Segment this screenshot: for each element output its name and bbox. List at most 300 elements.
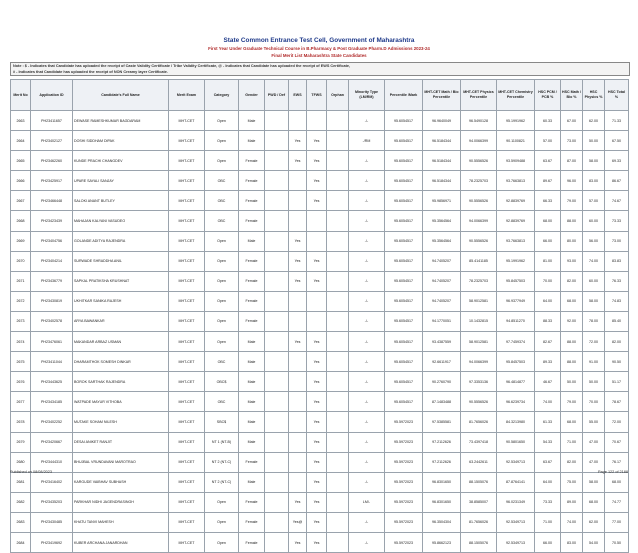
table-cell [265, 452, 289, 472]
table-cell [289, 412, 307, 432]
table-cell: 2677 [11, 392, 31, 412]
table-cell: 90.5556526 [461, 151, 497, 171]
column-header: Merit No [11, 80, 31, 111]
table-cell: Female [239, 512, 265, 532]
table-cell: 50.00 [583, 372, 605, 392]
table-cell: 2684 [11, 532, 31, 552]
table-cell: 72.00 [583, 332, 605, 352]
table-cell: PH23416402 [31, 472, 73, 492]
table-cell: SURWADE SHRADDHA ANIL [73, 251, 169, 271]
list-name: Final Merit List Maharashtra State Candidates [271, 53, 367, 58]
table-cell [327, 111, 349, 131]
table-cell: 94.0066399 [461, 352, 497, 372]
column-header: HSC Math / Bio % [561, 80, 583, 111]
table-cell: MHT-CET [169, 231, 205, 251]
table-cell: Open [205, 231, 239, 251]
table-cell: 93.4387559 [423, 332, 461, 352]
table-cell: 77.00 [605, 512, 629, 532]
column-header: PWD / Def [265, 80, 289, 111]
table-cell: Female [239, 452, 265, 472]
table-cell: 50.00 [583, 131, 605, 151]
table-cell: 90.5556526 [461, 231, 497, 251]
table-cell [327, 512, 349, 532]
table-cell: PH23430819 [31, 291, 73, 311]
table-cell: Yes@ [289, 512, 307, 532]
table-cell: 66.33 [535, 191, 561, 211]
column-header: Orphan [327, 80, 349, 111]
column-header: MHT-CET Chemistry Percentile [497, 80, 535, 111]
column-header: HSC Total % [605, 80, 629, 111]
table-cell: 74.00 [561, 512, 583, 532]
table-cell [265, 271, 289, 291]
table-cell [265, 472, 289, 492]
table-cell: Male [239, 332, 265, 352]
table-cell: Yes [289, 532, 307, 552]
table-cell: 73.00 [605, 231, 629, 251]
table-cell: PH23411044 [31, 352, 73, 372]
column-header: Percentile /Mark [385, 80, 423, 111]
table-row [11, 512, 629, 532]
table-cell: 63.67 [535, 452, 561, 472]
table-cell: 95.3564564 [423, 211, 461, 231]
table-cell: PH23402252 [31, 412, 73, 432]
table-cell: -/- [349, 532, 385, 552]
table-cell [327, 291, 349, 311]
table-cell: Yes [307, 392, 327, 412]
table-cell: 2673 [11, 311, 31, 331]
column-header: HSC Physics % [583, 80, 605, 111]
table-cell: 80.00 [561, 231, 583, 251]
table-cell: Male [239, 412, 265, 432]
table-cell [327, 472, 349, 492]
table-cell: 95.5972023 [385, 492, 423, 512]
table-cell: 95.6054517 [385, 392, 423, 412]
table-cell: 96.4814877 [497, 372, 535, 392]
table-cell [265, 412, 289, 432]
table-cell: -/- [349, 311, 385, 331]
table-cell: MAHAJAN KALYANI VASUDEO [73, 211, 169, 231]
table-cell: 2675 [11, 352, 31, 372]
table-cell: 87.1483488 [423, 392, 461, 412]
table-cell [265, 291, 289, 311]
table-cell: 96.5490128 [461, 111, 497, 131]
table-cell: 95.5972023 [385, 472, 423, 492]
table-cell: Yes [289, 131, 307, 151]
table-cell [289, 291, 307, 311]
table-cell: 68.00 [561, 412, 583, 432]
table-cell: 62.00 [583, 111, 605, 131]
table-cell: 95.8457503 [497, 271, 535, 291]
table-cell: 96.00 [561, 171, 583, 191]
table-cell: 89.00 [561, 492, 583, 512]
table-cell: 95.6054517 [385, 372, 423, 392]
table-cell: 74.67 [605, 191, 629, 211]
notes-box [10, 62, 630, 76]
column-header: Candidate's Full Name [73, 80, 169, 111]
table-cell: 2672 [11, 291, 31, 311]
table-cell: 64.00 [535, 291, 561, 311]
table-cell: -/- [349, 472, 385, 492]
table-row [11, 332, 629, 352]
table-cell: 94.7405207 [423, 271, 461, 291]
table-cell: -/- [349, 251, 385, 271]
table-cell: 84.3213980 [497, 412, 535, 432]
table-cell: 63.67 [535, 151, 561, 171]
table-cell [327, 452, 349, 472]
table-row [11, 532, 629, 552]
table-cell: Open [205, 151, 239, 171]
table-cell: 81.7656026 [461, 512, 497, 532]
table-cell [265, 151, 289, 171]
table-cell: 96.5184344 [423, 131, 461, 151]
table-cell: 86.67 [605, 171, 629, 191]
table-cell: 60.33 [535, 111, 561, 131]
table-cell: Open [205, 131, 239, 151]
table-cell: 94.7405207 [423, 251, 461, 271]
table-cell: 74.00 [583, 251, 605, 271]
table-cell: PH23476061 [31, 332, 73, 352]
table-cell [265, 512, 289, 532]
table-cell: 68.00 [605, 472, 629, 492]
table-cell: 95.5972023 [385, 432, 423, 452]
table-cell: MAKANDAR ARBAZ USMAN [73, 332, 169, 352]
table-cell: 70.00 [583, 392, 605, 412]
table-cell [289, 171, 307, 191]
table-cell: 54.00 [583, 532, 605, 552]
table-cell: KUBER ARCHANA JANARDHAN [73, 532, 169, 552]
table-cell: 87.00 [561, 151, 583, 171]
table-cell: DESAI ANIKET RANJIT [73, 432, 169, 452]
table-cell: ARYA BAWANKAR [73, 311, 169, 331]
table-cell: 96.8301650 [423, 492, 461, 512]
table-cell: 79.00 [561, 191, 583, 211]
table-cell: 96.0231349 [497, 492, 535, 512]
table-cell [265, 211, 289, 231]
table-cell: GOLANDE ADITYA RAJENDRA [73, 231, 169, 251]
table-cell: PARKHAR NIDHI JAGENDRASINGH [73, 492, 169, 512]
table-cell: MHT-CET [169, 271, 205, 291]
table-cell: 58.00 [583, 151, 605, 171]
table-cell: Open [205, 111, 239, 131]
table-cell: -/- [349, 231, 385, 251]
table-cell [289, 392, 307, 412]
table-cell: MHT-CET [169, 251, 205, 271]
column-header: HSC PCM / PCB % [535, 80, 561, 111]
table-cell: 93.5909488 [497, 151, 535, 171]
table-cell: Yes [307, 372, 327, 392]
table-cell: PH23404756 [31, 231, 73, 251]
table-row [11, 392, 629, 412]
table-cell [289, 111, 307, 131]
table-cell: 2668 [11, 211, 31, 231]
table-cell: Female [239, 291, 265, 311]
table-cell [265, 171, 289, 191]
table-cell: 47.00 [583, 452, 605, 472]
table-cell: Open [205, 291, 239, 311]
table-cell: 70.67 [605, 432, 629, 452]
table-cell: KUNDE PRACHI CHANGDEV [73, 151, 169, 171]
table-cell: PH23435203 [31, 492, 73, 512]
table-cell: 92.00 [561, 311, 583, 331]
table-cell: 76.33 [605, 271, 629, 291]
table-cell: Female [239, 251, 265, 271]
table-cell: WATPADE MAYUR VITHOBA [73, 392, 169, 412]
table-row [11, 412, 629, 432]
table-row [11, 352, 629, 372]
table-cell: UPARE SAYALI SANJAY [73, 171, 169, 191]
table-cell [265, 332, 289, 352]
table-cell: Female [239, 171, 265, 191]
table-cell: DOSHI SIDDHAM DIPAK [73, 131, 169, 151]
table-cell [289, 311, 307, 331]
table-cell: 71.00 [561, 432, 583, 452]
table-cell: 95.6054517 [385, 332, 423, 352]
table-cell [327, 412, 349, 432]
table-cell: 90.5556526 [461, 191, 497, 211]
table-cell [307, 291, 327, 311]
table-cell: 95.6054517 [385, 251, 423, 271]
table-cell: 90.5556526 [461, 392, 497, 412]
table-cell: 78.67 [605, 392, 629, 412]
table-row [11, 472, 629, 492]
table-cell: 46.67 [535, 372, 561, 392]
table-cell: MHT-CET [169, 211, 205, 231]
table-cell: BHUJBAL VRUNDAVANI MAROTRAO [73, 452, 169, 472]
table-cell: 2664 [11, 131, 31, 151]
table-cell: PH23443625 [31, 372, 73, 392]
table-cell [327, 492, 349, 512]
table-cell: -/- [349, 171, 385, 191]
table-row [11, 432, 629, 452]
table-cell: Yes [307, 151, 327, 171]
table-cell: 2681 [11, 472, 31, 492]
table-cell: NT 2 (NT-C) [205, 452, 239, 472]
table-cell: Female [239, 151, 265, 171]
table-cell: 74.77 [605, 492, 629, 512]
table-cell: 67.00 [561, 111, 583, 131]
table-cell: 95.6054517 [385, 131, 423, 151]
table-cell: Male [239, 372, 265, 392]
table-cell: PH23420667 [31, 432, 73, 452]
table-cell [327, 231, 349, 251]
table-cell: 71.33 [605, 111, 629, 131]
table-cell [289, 472, 307, 492]
table-cell: MHT-CET [169, 191, 205, 211]
table-cell [265, 311, 289, 331]
table-cell: Male [239, 392, 265, 412]
table-cell: 85.40 [605, 311, 629, 331]
table-cell: 97.5385581 [423, 412, 461, 432]
table-cell: Yes [289, 231, 307, 251]
table-cell: MHT-CET [169, 171, 205, 191]
table-cell [307, 211, 327, 231]
table-cell: Yes [289, 271, 307, 291]
table-row [11, 151, 629, 171]
column-header: Category [205, 80, 239, 111]
table-row [11, 271, 629, 291]
note-line: Note : $ - Indicates that Candidate has uploaded the receipt of Caste Validity Certificate / Tribe Validity Certificate, @ - Indicates that Candidate has uploaded the receipt of EWS Certificate, [13, 64, 351, 68]
table-cell: OBC [205, 352, 239, 372]
table-cell: -/- [349, 392, 385, 412]
table-cell: KARGUDE VAIBHAV SUBHASH [73, 472, 169, 492]
table-cell: 93.00 [561, 251, 583, 271]
table-cell: 95.6054517 [385, 291, 423, 311]
table-cell: 73.33 [605, 211, 629, 231]
table-cell: 95.1991962 [497, 251, 535, 271]
table-cell: MHT-CET [169, 472, 205, 492]
table-cell: -/- [349, 412, 385, 432]
table-cell: 2667 [11, 191, 31, 211]
table-row [11, 492, 629, 512]
table-cell: 90.50 [605, 352, 629, 372]
column-header: Merit Exam [169, 80, 205, 111]
table-cell: 2665 [11, 151, 31, 171]
table-cell: 83.00 [561, 532, 583, 552]
table-cell [265, 532, 289, 552]
table-cell: -/- [349, 271, 385, 291]
table-cell: 79.00 [561, 392, 583, 412]
table-cell: PH23423439 [31, 211, 73, 231]
table-cell: 83.83 [605, 251, 629, 271]
table-cell: Male [239, 352, 265, 372]
table-cell: MHT-CET [169, 111, 205, 131]
table-cell [289, 211, 307, 231]
table-cell: 82.67 [535, 332, 561, 352]
table-cell: 97.2112626 [423, 452, 461, 472]
table-cell: Yes [307, 131, 327, 151]
table-cell: 95.6054517 [385, 352, 423, 372]
table-cell: 95.5972023 [385, 452, 423, 472]
table-row [11, 211, 629, 231]
table-cell [265, 251, 289, 271]
table-cell: Open [205, 251, 239, 271]
table-header-row [11, 80, 629, 111]
table-cell: PH23411657 [31, 111, 73, 131]
table-cell: -/- [349, 432, 385, 452]
table-cell: 2683 [11, 512, 31, 532]
table-cell: Yes [307, 532, 327, 552]
table-cell [265, 231, 289, 251]
table-cell [265, 392, 289, 412]
table-row [11, 372, 629, 392]
table-cell: 91.00 [583, 352, 605, 372]
table-cell: 2663 [11, 111, 31, 131]
column-header: MHT-CET Physics Percentile [461, 80, 497, 111]
table-cell: 70.50 [605, 532, 629, 552]
column-header: TFWS [307, 80, 327, 111]
table-cell: Male [239, 111, 265, 131]
table-cell: 74.83 [605, 291, 629, 311]
table-cell: 2682 [11, 492, 31, 512]
table-cell: 93.7663813 [497, 171, 535, 191]
table-row [11, 171, 629, 191]
table-cell: 60.00 [583, 211, 605, 231]
table-cell: 88.1505076 [461, 472, 497, 492]
page-subtitle: First Year Under Graduate Technical Course in B.Pharmacy & Post Graduate Pharm.D Admissions 2023-24 [208, 46, 430, 51]
table-cell: PH23402127 [31, 131, 73, 151]
table-cell: MHT-CET [169, 492, 205, 512]
table-cell: 57.00 [535, 131, 561, 151]
table-cell: -/RM [349, 131, 385, 151]
table-cell: Yes [307, 332, 327, 352]
table-cell [327, 251, 349, 271]
table-cell [289, 191, 307, 211]
table-cell [327, 532, 349, 552]
table-cell: PH23436779 [31, 271, 73, 291]
table-cell: BOROK SARTHAK RAJENDRA [73, 372, 169, 392]
table-cell: Yes [307, 512, 327, 532]
table-cell: 95.8662123 [423, 532, 461, 552]
table-cell: 10.1432815 [461, 311, 497, 331]
table-cell: 58.00 [583, 291, 605, 311]
table-cell: PH23430485 [31, 512, 73, 532]
table-cell: 88.1505076 [461, 532, 497, 552]
table-cell: MHT-CET [169, 392, 205, 412]
table-row [11, 131, 629, 151]
table-cell: 54.33 [535, 432, 561, 452]
table-cell: 73.33 [535, 492, 561, 512]
column-header: Gender [239, 80, 265, 111]
table-cell: MHT-CET [169, 311, 205, 331]
table-cell: 95.6054517 [385, 311, 423, 331]
table-cell: Open [205, 492, 239, 512]
table-cell [265, 372, 289, 392]
table-cell: 97.2112626 [423, 432, 461, 452]
table-cell [327, 432, 349, 452]
table-cell: PH23419692 [31, 532, 73, 552]
table-cell: 64.00 [535, 472, 561, 492]
table-cell: 57.00 [583, 191, 605, 211]
table-row [11, 191, 629, 211]
table-cell [327, 131, 349, 151]
table-cell [265, 492, 289, 512]
table-cell: 73.4397418 [461, 432, 497, 452]
table-cell: 95.6054517 [385, 271, 423, 291]
table-cell [327, 392, 349, 412]
table-cell: 88.33 [535, 311, 561, 331]
table-cell: 82.00 [561, 271, 583, 291]
table-cell: Open [205, 311, 239, 331]
table-cell [289, 432, 307, 452]
table-cell: PH23425917 [31, 171, 73, 191]
table-cell: 70.00 [535, 271, 561, 291]
table-cell: MHT-CET [169, 151, 205, 171]
table-cell: 2678 [11, 412, 31, 432]
table-cell: 2670 [11, 251, 31, 271]
table-cell: MHT-CET [169, 512, 205, 532]
table-cell: MHT-CET [169, 332, 205, 352]
table-cell: Yes [307, 432, 327, 452]
table-cell: 95.5972023 [385, 532, 423, 552]
table-body [11, 111, 629, 553]
column-header: MHT-CET Math / Bio Percentile [423, 80, 461, 111]
table-row [11, 311, 629, 331]
table-cell: 92.8839769 [497, 211, 535, 231]
table-cell: Yes [307, 492, 327, 512]
table-cell: 85.4141185 [461, 251, 497, 271]
table-cell: 89.67 [535, 171, 561, 191]
table-cell: Yes [289, 251, 307, 271]
table-cell: PH23434185 [31, 392, 73, 412]
table-cell [265, 111, 289, 131]
table-cell: UKHITKAR SANIKA RAJESH [73, 291, 169, 311]
table-cell: MHT-CET [169, 131, 205, 151]
table-cell: 78.2325703 [461, 271, 497, 291]
table-cell: 95.6054517 [385, 111, 423, 131]
note-line: # - Indicates that Candidate has uploaded the receipt of NON Creamy layer Certificate. [13, 70, 168, 74]
table-cell: 88.00 [561, 211, 583, 231]
table-cell: Open [205, 512, 239, 532]
